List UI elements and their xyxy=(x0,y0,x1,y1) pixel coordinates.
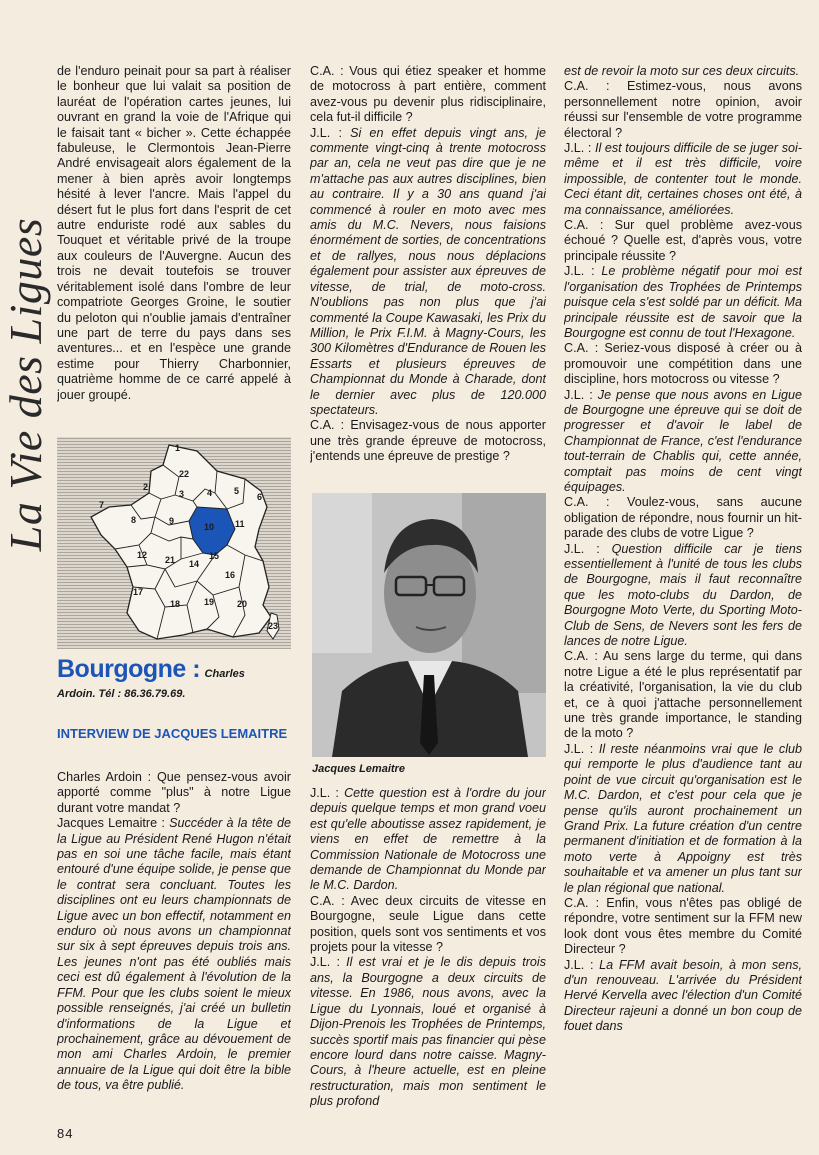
map-label-23: 23 xyxy=(268,621,279,631)
interview-paragraph xyxy=(564,218,802,264)
interview-paragraph xyxy=(564,958,802,1035)
paragraph-text: Enfin, vous n'êtes pas obligé de répondre, votre sentiment sur la FFM new look dont vous êtes membre du Comité Directeur ? xyxy=(564,895,802,957)
interview-paragraph xyxy=(310,64,546,126)
interview-paragraph xyxy=(564,742,802,896)
paragraph-text: Cette question est à l'ordre du jour depuis quelque temps et mon grand voeu est qu'elle aboutisse assez rapidement, je viens en effet de remettre à la Commission Nationale de Motocross une demande de Championnat du Monde par le M.C. Dardon. xyxy=(310,786,546,893)
speaker-label: J.L. : xyxy=(310,786,345,800)
speaker-label: C.A. : xyxy=(564,895,607,910)
interview-paragraph xyxy=(564,896,802,958)
speaker-label: J.L. : xyxy=(310,955,347,970)
map-label-5: 5 xyxy=(234,486,240,496)
paragraph-text: Si en effet depuis vingt ans, je commente vingt-cinq à trente motocross par an, cela ne veut pas dire que je ne m'attache pas aux autres disciplines, bien au contraire. Il y a 30 ans quand j'ai commencé à rouler en moto avec mes amis du M.C. Nevers, nous faisions énormément de sorties, de concentrations et de rallyes, nous nous déplacions également pour assister aux épreuves de vitesse, de trial, de moto-cross. N'oublions pas non plus que j'ai commenté la Coupe Kawasaki, les Prix du Million, le Prix F.I.M. à Magny-Cours, les 300 Kilomètres d'Endurance de Rouen les Essarts et plusieurs épreuves de Championnat du Monde à Charade, dont le dernier avec plus de 120.000 spectateurs. xyxy=(310,125,546,417)
interview-paragraph xyxy=(564,64,802,79)
paragraph-text: est de revoir la moto sur ces deux circuits. xyxy=(564,64,800,78)
map-label-17: 17 xyxy=(133,587,144,597)
interview-paragraph xyxy=(310,786,546,894)
interview-title: INTERVIEW DE JACQUES LEMAITRE xyxy=(57,726,288,741)
map-label-19: 19 xyxy=(204,597,215,607)
map-label-15: 15 xyxy=(209,551,220,561)
paragraph-text: Le problème négatif pour moi est l'organisation des Trophées de Printemps puisque cela s'est soldé par un déficit. Ma principale réussite est de savoir que la Bourgogne est connu de tout l'Hexagone. xyxy=(564,264,802,340)
speaker-label: C.A. : xyxy=(564,218,615,233)
speaker-label: C.A. : xyxy=(310,418,351,433)
speaker-label: Charles Ardoin : xyxy=(57,770,157,784)
paragraph-text: Il est toujours difficile de se juger soi-même et il est très difficile, voire impossible, de contenter tout le monde. Ceci étant dit, certaines choses ont été, à ma connaissance, améliorées. xyxy=(564,141,802,217)
interview-paragraph xyxy=(57,816,291,1093)
interview-paragraph xyxy=(57,770,291,816)
region-contact-name: Charles xyxy=(204,668,245,680)
paragraph-text: Sur quel problème avez-vous échoué ? Quelle est, d'après vous, votre principale réussite ? xyxy=(564,218,802,263)
region-name: Bourgogne : xyxy=(57,655,201,683)
interview-paragraph xyxy=(564,141,802,218)
speaker-label: C.A. : xyxy=(564,341,605,356)
photo-caption: Jacques Lemaitre xyxy=(312,763,405,775)
speaker-label: Jacques Lemaitre : xyxy=(57,816,170,831)
speaker-label: J.L. : xyxy=(564,957,600,972)
interview-paragraph xyxy=(310,955,546,1109)
map-label-10: 10 xyxy=(204,522,215,532)
speaker-label: J.L. : xyxy=(310,125,351,140)
column-1-top xyxy=(57,64,291,426)
france-map xyxy=(57,437,291,649)
paragraph-text: Avec deux circuits de vitesse en Bourgogne, seule Ligue dans cette position, quels sont vos sentiments et vos projets pour la vitesse ? xyxy=(310,893,546,955)
portrait-image xyxy=(312,493,546,757)
map-label-21: 21 xyxy=(165,555,176,565)
paragraph-text: Question difficile car je tiens essentiellement à l'unité de tous les clubs de Bourgogne, mais il faut reconnaître que les moto-clubs du Dardon, de Bourgogne Moto Verte, du Sporting Moto-Club de Sens, de Nevers sont les fers de lances de notre Ligue. xyxy=(564,541,802,649)
speaker-label: J.L. : xyxy=(564,141,595,156)
speaker-label: J.L. : xyxy=(564,741,599,756)
region-contact-phone: Ardoin. Tél : 86.36.79.69. xyxy=(57,688,186,700)
interview-paragraph xyxy=(564,495,802,541)
speaker-label: C.A. : xyxy=(310,64,350,78)
interview-paragraph xyxy=(564,341,802,387)
map-label-6: 6 xyxy=(257,492,263,502)
paragraph-text: Je pense que nous avons en Ligue de Bourgogne une épreuve qui se doit de progresser et d'avoir le label de Championnat de France, c'est l'endurance tout-terrain de Chablis qui, cette année, comptait pas moins de cent vingt équipages. xyxy=(564,387,802,494)
paragraph-text: Voulez-vous, sans aucune obligation de répondre, nous fournir un hit-parade des clubs de votre Ligue ? xyxy=(564,495,802,541)
map-label-20: 20 xyxy=(237,599,248,609)
intro-paragraph: de l'enduro peinait pour sa part à réaliser le bonheur que lui valait sa position de lauréat de l'opération cartes jeunes, lui ouvrant en grand la voie de l'Afrique qui le faisait tant « bicher ». Cette échappée fabuleuse, le Clermontois Jean-Pierre André envisageait alors également de la mener à bien après avoir longtemps hésité à lever l'ancre. Mais l'appel du désert fut le plus fort dans l'esprit de cet autre enduriste rodé aux sables du Touquet et véritable privé de la troupe aux couleurs de l'Auvergne. Aucun des trois ne devait toutefois se trouver véritablement isolé dans l'ombre de leur compatriote Georges Groine, le soutier du peloton qui n'oublie jamais d'entraîner une part de terre du pays dans ses aventures... et en l'espèce une grande estime pour Thierry Charbonnier, quatrième homme de ce carré appelé à jouer groupé. xyxy=(57,64,291,402)
speaker-label: C.A. : xyxy=(564,79,627,94)
speaker-label: C.A. : xyxy=(564,495,627,510)
column-3 xyxy=(564,64,802,1124)
map-label-18: 18 xyxy=(170,599,181,609)
speaker-label: J.L. : xyxy=(564,264,602,279)
portrait-photo xyxy=(312,493,546,757)
paragraph-text: Estimez-vous, nous avons personnellement notre opinion, avoir réussi sur l'ensemble de votre programme électoral ? xyxy=(564,79,802,140)
interview-paragraph xyxy=(310,894,546,956)
map-label-14: 14 xyxy=(189,559,200,569)
map-label-22: 22 xyxy=(179,469,190,479)
map-label-9: 9 xyxy=(169,516,175,526)
section-title xyxy=(2,64,50,704)
map-label-7: 7 xyxy=(99,500,105,510)
interview-paragraph xyxy=(564,649,802,741)
interview-paragraph xyxy=(310,418,546,464)
paragraph-text: Envisagez-vous de nous apporter une très grande épreuve de motocross, j'entends une épreuve de prestige ? xyxy=(310,418,546,464)
paragraph-text: Au sens large du terme, qui dans notre Ligue a été le plus représentatif par la créativité, l'organisation, la vie du club et, ce à quoi j'attache personnellement une très grande importance, le standing de la moto ? xyxy=(564,649,802,741)
paragraph-text: Seriez-vous disposé à créer ou à promouvoir une compétition dans une discipline, hors motocross ou vitesse ? xyxy=(564,341,802,387)
map-label-16: 16 xyxy=(225,570,236,580)
speaker-label: J.L. : xyxy=(564,387,598,402)
paragraph-text: Il reste néanmoins vrai que le club qui remporte le plus d'audience tant au point de vue circuit qu'organisation est le M.C. Dardon, et c'est pour cela que je pense qu'ils auront prochainement un Grand Prix. La future création d'un centre permanent d'initiation et de formation à la moto verte à Appoigny est très souhaitable et va amener un plus tant sur le plan régional que national. xyxy=(564,741,802,895)
paragraph-text: La FFM avait besoin, à mon sens, d'un renouveau. L'arrivée du Président Hervé Kervella avec l'élection d'un Comité Directeur rajeuni a donné un bon coup de fouet dans xyxy=(564,957,802,1034)
map-label-4: 4 xyxy=(207,488,213,498)
paragraph-text: Succéder à la tête de la Ligue au Président René Hugon n'était pas en soi une tâche facile, mais étant entouré d'une équipe solide, je pense que le contrat sera concluant. Toutes les disciplines ont eu leurs championnats de Ligue avec un bon effectif, notamment en enduro où nous avons un championnat sur six à sept épreuves depuis trois ans. Les jeunes n'ont pas été oubliés mais ceci est dû également à l'évolution de la FFM. Pour que les clubs soient le mieux possible renseignés, j'ai créé un bulletin d'informations de la Ligue et prochainement, grâce au dévouement de mon ami Charles Ardoin, le premier annuaire de la Ligue qui doit être la bible de tous, va être publié. xyxy=(57,816,291,1093)
interview-paragraph xyxy=(310,126,546,419)
interview-paragraph xyxy=(564,264,802,341)
paragraph-text: Vous qui étiez speaker et homme de motocross à part entière, comment avez-vous pu devenir plus ridisciplinaire, cela fut-il difficile ? xyxy=(310,64,546,125)
column-2-top xyxy=(310,64,546,494)
map-label-2: 2 xyxy=(143,482,149,492)
paragraph-text: Que pensez-vous avoir apporté comme "plus" à notre Ligue durant votre mandat ? xyxy=(57,770,291,815)
map-label-8: 8 xyxy=(131,515,137,525)
map-label-11: 11 xyxy=(235,519,245,529)
speaker-label: C.A. : xyxy=(310,893,351,908)
map-label-12: 12 xyxy=(137,550,148,560)
section-title-text: La Vie des Ligues xyxy=(0,217,52,551)
interview-paragraph xyxy=(564,79,802,141)
region-heading xyxy=(57,655,297,702)
interview-paragraph xyxy=(564,542,802,650)
interview-paragraph xyxy=(564,388,802,496)
speaker-label: J.L. : xyxy=(564,541,612,556)
region-map xyxy=(57,437,291,649)
paragraph-text: Il est vrai et je le dis depuis trois ans, la Bourgogne a deux circuits de vitesse. En 1986, nous avons, avec la Ligue du Lyonnais, loué et organisé à Dijon-Prenois les Trophées de Printemps, succès sportif mais pas financier qui pèse encore lourd dans notre caisse. Magny-Cours, à l'heure actuelle, est en pleine restructuration, mais mon sentiment le plus profond xyxy=(310,955,546,1109)
column-2-bottom xyxy=(310,786,546,1126)
page-number: 84 xyxy=(57,1126,74,1141)
map-label-3: 3 xyxy=(179,489,185,499)
column-1-interview xyxy=(57,770,291,1122)
speaker-label: C.A. : xyxy=(564,649,604,664)
map-label-1: 1 xyxy=(175,443,181,453)
